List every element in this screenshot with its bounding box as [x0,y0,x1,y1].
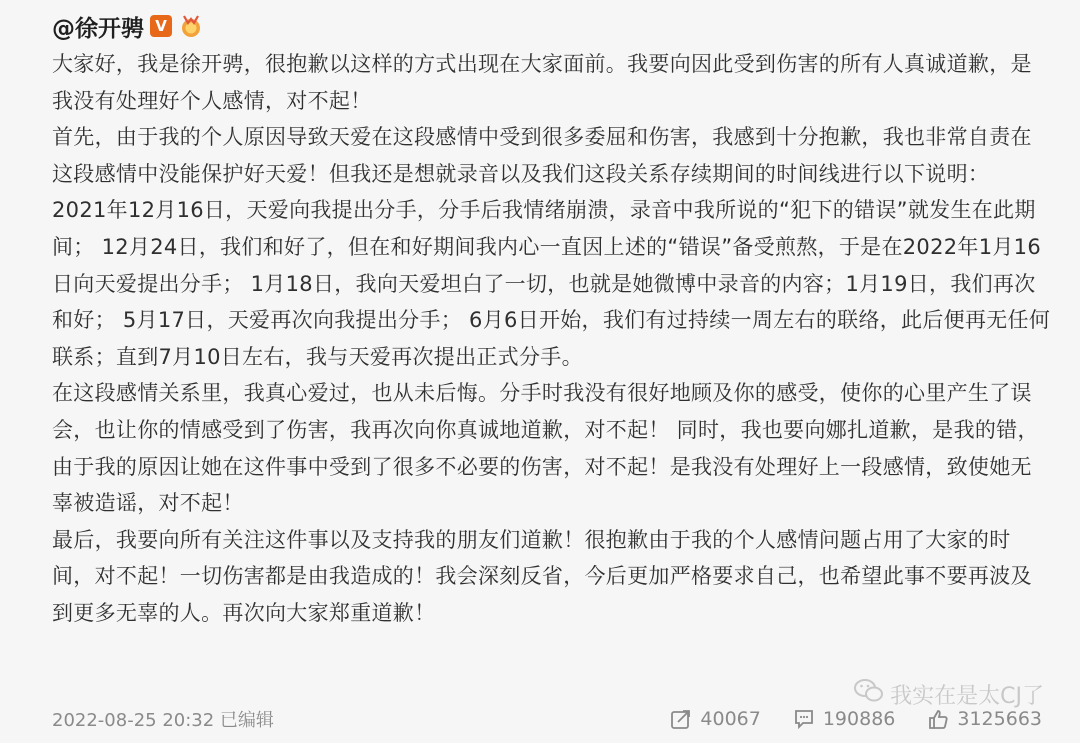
post-paragraph: 首先，由于我的个人原因导致天爱在这段感情中受到很多委屈和伤害，我感到十分抱歉，我也非常自责在这段感情中没能保护好天爱！但我还是想就录音以及我们这段关系存续期间的时间线进行以下说明： [52,125,1032,186]
like-count: 3125663 [957,708,1042,730]
post-paragraph: 最后，我要向所有关注这件事以及支持我的朋友们道歉！很抱歉由于我的个人感情问题占用了大家的时间，对不起！一切伤害都是由我造成的！我会深刻反省，今后更加严格要求自己，也希望此事不要再波及到更多无辜的人。再次向大家郑重道歉！ [52,527,1032,625]
share-button[interactable] [670,708,760,730]
post-paragraph: 2021年12月16日，天爱向我提出分手，分手后我情绪崩溃，录音中我所说的“犯下的错误”就发生在此期间； 12月24日，我们和好了，但在和好期间我内心一直因上述的“错误”备受煎熬，于是在2022年1月16日向天爱提出分手； 1月18日，我向天爱坦白了一切，也就是她微博中录音的内容；1月19日，我们再次和好； 5月17日，天爱再次向我提出分手； 6月6日开始，我们有过持续一周左右的联络，此后便再无任何联系；直到7月10日左右，我与天爱再次提出正式分手。 [52,198,1051,369]
post-content [52,46,1052,632]
like-button[interactable] [927,708,1042,730]
share-icon [670,708,692,730]
comment-button[interactable] [793,708,896,730]
medal-icon [178,13,204,39]
post-header [52,6,204,46]
thumbs-up-icon [927,708,949,730]
post-paragraph: 大家好，我是徐开骋，很抱歉以这样的方式出现在大家面前。我要向因此受到伤害的所有人真诚道歉，是我没有处理好个人感情，对不起！ [52,52,1032,113]
comment-icon [793,708,815,730]
comment-count: 190886 [822,708,896,730]
watermark-text: 我实在是太CJ了 [890,683,1044,709]
share-count: 40067 [700,708,761,730]
author-name[interactable]: @徐开骋 [52,15,144,42]
verified-badge-icon: V [150,15,172,37]
post-footer [52,705,1042,733]
post-timestamp: 2022-08-25 20:32 已编辑 [52,710,274,731]
post-paragraph: 在这段感情关系里，我真心爱过，也从未后悔。分手时我没有很好地顾及你的感受，使你的心里产生了误会，也让你的情感受到了伤害，我再次向你真诚地道歉，对不起！ 同时，我也要向娜扎道歉，是我的错，由于我的原因让她在这件事中受到了很多不必要的伤害，对不起！是我没有处理好上一段感情，致使她无辜被造谣，对不起！ [52,381,1039,516]
